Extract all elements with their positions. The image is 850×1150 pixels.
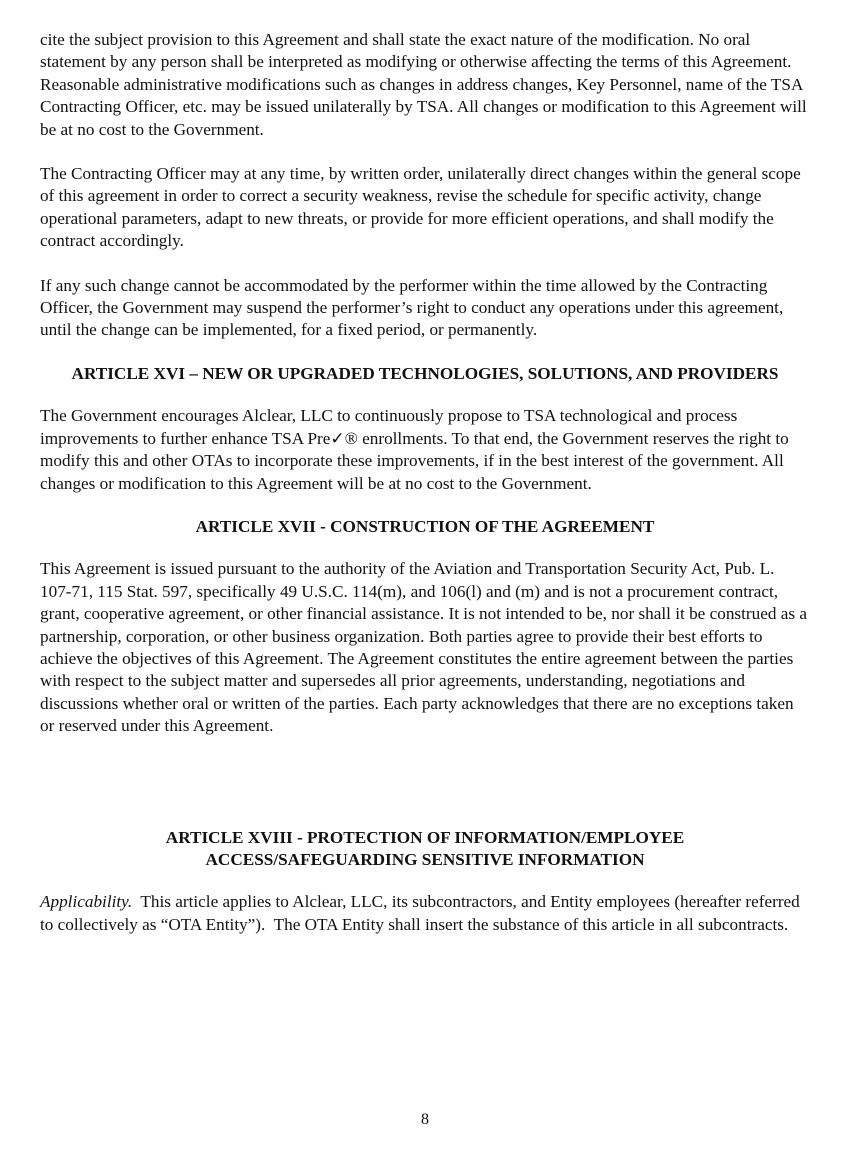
heading-article-xviii: [40, 827, 810, 872]
paragraph-article-xvi-body: The Government encourages Alclear, LLC to continuously propose to TSA technological and process improvements to further enhance TSA Pre✓® enrollments. To that end, the Government reserves the right to modify this and other OTAs to incorporate these improvements, if in the best interest of the government. All changes or modification to this Agreement will be at no cost to the Government.: [40, 406, 789, 493]
document-page: [40, 29, 810, 936]
paragraph-suspension: If any such change cannot be accommodated by the performer within the time allowed by the Contracting Officer, the Government may suspend the performer’s right to conduct any operations under this agreement, until the change can be implemented, for a fixed period, or permanently.: [40, 275, 784, 340]
paragraph-applicability: [40, 891, 810, 936]
heading-article-xviii-line1: ARTICLE XVIII - PROTECTION OF INFORMATION/EMPLOYEE: [165, 827, 685, 847]
heading-article-xvii: ARTICLE XVII - CONSTRUCTION OF THE AGREEMENT: [195, 516, 655, 536]
paragraph-contracting-officer-changes: The Contracting Officer may at any time, by written order, unilaterally direct changes within the general scope of this agreement in order to correct a security weakness, revise the schedule for specific activity, change operational parameters, adapt to new threats, or provide for more efficient operations, and shall modify the contract accordingly.: [40, 164, 801, 251]
applicability-text: This article applies to Alclear, LLC, its subcontractors, and Entity employees (hereafter referred to collectively as “OTA Entity”). The OTA Entity shall insert the substance of this article in all subcontracts.: [40, 892, 805, 934]
page-number: 8: [421, 1111, 429, 1128]
applicability-label: Applicability.: [40, 892, 133, 912]
heading-article-xviii-line2: ACCESS/SAFEGUARDING SENSITIVE INFORMATION: [205, 849, 645, 869]
paragraph-modification-terms: cite the subject provision to this Agreement and shall state the exact nature of the modification. No oral statement by any person shall be interpreted as modifying or otherwise affecting the terms of this Agreement. Reasonable administrative modifications such as changes in address changes, Key Personnel, name of the TSA Contracting Officer, etc. may be issued unilaterally by TSA. All changes or modification to this Agreement will be at no cost to the Government.: [40, 30, 807, 139]
paragraph-article-xvii-body: This Agreement is issued pursuant to the authority of the Aviation and Transportation Security Act, Pub. L. 107-71, 115 Stat. 597, specifically 49 U.S.C. 114(m), and 106(l) and (m) and is not a procurement contract, grant, cooperative agreement, or other financial assistance. It is not intended to be, nor shall it be construed as a partnership, corporation, or other business organization. Both parties agree to provide their best efforts to achieve the objectives of this Agreement. The Agreement constitutes the entire agreement between the parties with respect to the subject matter and supersedes all prior agreements, understanding, negotiations and discussions whether oral or written of the parties. Each party acknowledges that there are no exceptions taken or reserved under this Agreement.: [40, 559, 807, 736]
heading-article-xvi: ARTICLE XVI – NEW OR UPGRADED TECHNOLOGIES, SOLUTIONS, AND PROVIDERS: [71, 363, 779, 383]
